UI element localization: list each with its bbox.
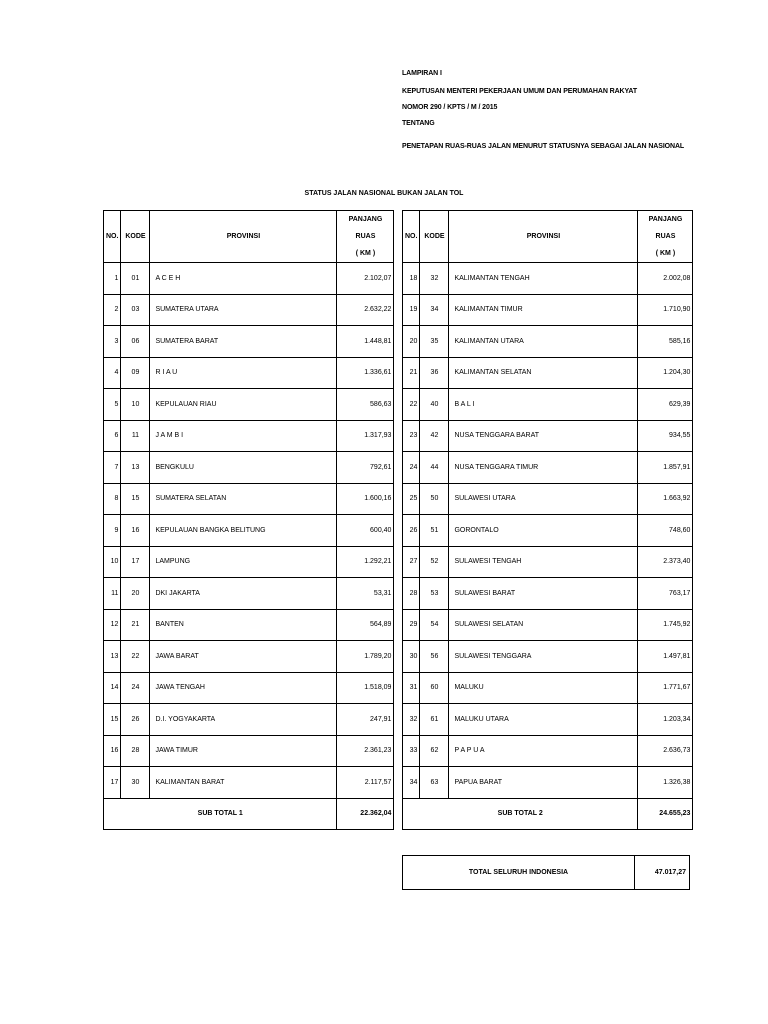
table-row — [403, 704, 693, 736]
row-provinsi: KEPULAUAN BANGKA BELITUNG — [150, 515, 337, 547]
table-row — [104, 641, 394, 673]
col-header-panjang-line2: RUAS — [655, 233, 676, 240]
subtotal-value: 22.362,04 — [337, 798, 394, 830]
row-panjang: 1.326,38 — [638, 767, 693, 799]
row-provinsi: BENGKULU — [150, 452, 337, 484]
table-row — [403, 483, 693, 515]
grand-total-label: TOTAL SELURUH INDONESIA — [403, 856, 635, 890]
row-panjang: 1.745,92 — [638, 609, 693, 641]
row-panjang: 53,31 — [337, 578, 394, 610]
row-number: 3 — [104, 326, 121, 358]
row-provinsi: MALUKU — [449, 672, 638, 704]
row-provinsi: JAWA TENGAH — [150, 672, 337, 704]
row-provinsi: JAWA BARAT — [150, 641, 337, 673]
row-number: 15 — [104, 704, 121, 736]
table-row — [104, 389, 394, 421]
col-header-panjang — [337, 211, 394, 263]
table-row — [403, 767, 693, 799]
row-provinsi: NUSA TENGGARA BARAT — [449, 420, 638, 452]
col-header-no: NO. — [403, 211, 420, 263]
row-number: 20 — [403, 326, 420, 358]
row-kode: 28 — [121, 735, 150, 767]
row-provinsi: LAMPUNG — [150, 546, 337, 578]
col-header-panjang-line2: RUAS — [355, 233, 376, 240]
row-kode: 13 — [121, 452, 150, 484]
table-row — [104, 326, 394, 358]
row-kode: 22 — [121, 641, 150, 673]
row-number: 17 — [104, 767, 121, 799]
row-panjang: 564,89 — [337, 609, 394, 641]
row-kode: 11 — [121, 420, 150, 452]
row-number: 26 — [403, 515, 420, 547]
col-header-panjang-line1: PANJANG — [348, 216, 383, 223]
row-number: 30 — [403, 641, 420, 673]
table-header-row — [403, 211, 693, 263]
row-provinsi: PAPUA BARAT — [449, 767, 638, 799]
row-panjang: 763,17 — [638, 578, 693, 610]
row-provinsi: A C E H — [150, 263, 337, 295]
row-kode: 54 — [420, 609, 449, 641]
table-row — [104, 263, 394, 295]
table-row — [104, 452, 394, 484]
table-row — [403, 641, 693, 673]
header-penetapan: PENETAPAN RUAS-RUAS JALAN MENURUT STATUSNYA SEBAGAI JALAN NASIONAL — [402, 143, 685, 150]
col-header-provinsi: PROVINSI — [449, 211, 638, 263]
row-panjang: 2.636,73 — [638, 735, 693, 767]
subtotal-label: SUB TOTAL 1 — [104, 798, 337, 830]
table-header-row — [104, 211, 394, 263]
row-number: 25 — [403, 483, 420, 515]
row-number: 2 — [104, 294, 121, 326]
row-kode: 60 — [420, 672, 449, 704]
row-kode: 24 — [121, 672, 150, 704]
row-kode: 61 — [420, 704, 449, 736]
row-provinsi: BANTEN — [150, 609, 337, 641]
header-lampiran: LAMPIRAN I — [402, 70, 442, 77]
table-title: STATUS JALAN NASIONAL BUKAN JALAN TOL — [304, 190, 464, 197]
row-panjang: 1.857,91 — [638, 452, 693, 484]
row-kode: 53 — [420, 578, 449, 610]
row-number: 14 — [104, 672, 121, 704]
row-provinsi: SULAWESI BARAT — [449, 578, 638, 610]
row-number: 4 — [104, 357, 121, 389]
row-provinsi: R I A U — [150, 357, 337, 389]
left-province-table — [103, 210, 394, 830]
table-row — [104, 420, 394, 452]
row-provinsi: SULAWESI TENGAH — [449, 546, 638, 578]
row-panjang: 1.448,81 — [337, 326, 394, 358]
header-keputusan: KEPUTUSAN MENTERI PEKERJAAN UMUM DAN PERUMAHAN RAKYAT — [402, 88, 638, 95]
table-row — [403, 263, 693, 295]
row-provinsi: MALUKU UTARA — [449, 704, 638, 736]
row-panjang: 1.497,81 — [638, 641, 693, 673]
row-number: 19 — [403, 294, 420, 326]
row-number: 21 — [403, 357, 420, 389]
col-header-panjang-line3: ( KM ) — [355, 250, 376, 257]
subtotal-row — [403, 798, 693, 830]
row-number: 28 — [403, 578, 420, 610]
row-number: 27 — [403, 546, 420, 578]
row-kode: 30 — [121, 767, 150, 799]
row-panjang: 629,39 — [638, 389, 693, 421]
right-province-table — [402, 210, 693, 830]
row-kode: 26 — [121, 704, 150, 736]
table-row — [403, 672, 693, 704]
row-kode: 10 — [121, 389, 150, 421]
row-kode: 34 — [420, 294, 449, 326]
row-number: 29 — [403, 609, 420, 641]
row-number: 1 — [104, 263, 121, 295]
row-kode: 16 — [121, 515, 150, 547]
grand-total-value: 47.017,27 — [635, 856, 690, 890]
row-kode: 56 — [420, 641, 449, 673]
row-kode: 44 — [420, 452, 449, 484]
table-row — [104, 767, 394, 799]
row-number: 8 — [104, 483, 121, 515]
grand-total-row — [403, 856, 690, 890]
row-number: 22 — [403, 389, 420, 421]
row-provinsi: KALIMANTAN TIMUR — [449, 294, 638, 326]
table-row — [104, 672, 394, 704]
table-row — [403, 515, 693, 547]
row-provinsi: P A P U A — [449, 735, 638, 767]
row-number: 6 — [104, 420, 121, 452]
row-kode: 62 — [420, 735, 449, 767]
row-number: 12 — [104, 609, 121, 641]
row-number: 10 — [104, 546, 121, 578]
row-panjang: 2.102,07 — [337, 263, 394, 295]
row-panjang: 792,61 — [337, 452, 394, 484]
subtotal-row — [104, 798, 394, 830]
row-provinsi: KALIMANTAN BARAT — [150, 767, 337, 799]
row-panjang: 2.632,22 — [337, 294, 394, 326]
row-number: 13 — [104, 641, 121, 673]
table-row — [403, 420, 693, 452]
row-provinsi: SUMATERA UTARA — [150, 294, 337, 326]
table-row — [403, 389, 693, 421]
subtotal-value: 24.655,23 — [638, 798, 693, 830]
row-kode: 01 — [121, 263, 150, 295]
row-number: 33 — [403, 735, 420, 767]
col-header-panjang-line1: PANJANG — [648, 216, 683, 223]
table-row — [403, 326, 693, 358]
table-row — [403, 735, 693, 767]
row-provinsi: SUMATERA SELATAN — [150, 483, 337, 515]
row-panjang: 585,16 — [638, 326, 693, 358]
header-tentang: TENTANG — [402, 120, 435, 127]
row-kode: 52 — [420, 546, 449, 578]
row-kode: 17 — [121, 546, 150, 578]
row-provinsi: NUSA TENGGARA TIMUR — [449, 452, 638, 484]
col-header-panjang-line3: ( KM ) — [655, 250, 676, 257]
row-number: 23 — [403, 420, 420, 452]
col-header-panjang — [638, 211, 693, 263]
row-panjang: 247,91 — [337, 704, 394, 736]
table-row — [104, 609, 394, 641]
table-row — [403, 546, 693, 578]
table-row — [104, 546, 394, 578]
row-panjang: 1.204,30 — [638, 357, 693, 389]
row-number: 18 — [403, 263, 420, 295]
row-number: 7 — [104, 452, 121, 484]
row-kode: 42 — [420, 420, 449, 452]
row-provinsi: SULAWESI UTARA — [449, 483, 638, 515]
col-header-no: NO. — [104, 211, 121, 263]
row-provinsi: KALIMANTAN TENGAH — [449, 263, 638, 295]
row-provinsi: DKI JAKARTA — [150, 578, 337, 610]
row-kode: 09 — [121, 357, 150, 389]
row-panjang: 2.117,57 — [337, 767, 394, 799]
row-kode: 50 — [420, 483, 449, 515]
row-provinsi: KALIMANTAN UTARA — [449, 326, 638, 358]
row-panjang: 748,60 — [638, 515, 693, 547]
table-row — [104, 483, 394, 515]
row-kode: 20 — [121, 578, 150, 610]
row-panjang: 1.518,09 — [337, 672, 394, 704]
row-number: 31 — [403, 672, 420, 704]
row-provinsi: SULAWESI TENGGARA — [449, 641, 638, 673]
row-provinsi: SUMATERA BARAT — [150, 326, 337, 358]
row-panjang: 1.663,92 — [638, 483, 693, 515]
row-number: 24 — [403, 452, 420, 484]
row-number: 16 — [104, 735, 121, 767]
row-panjang: 1.292,21 — [337, 546, 394, 578]
row-panjang: 586,63 — [337, 389, 394, 421]
table-row — [104, 357, 394, 389]
row-provinsi: J A M B I — [150, 420, 337, 452]
row-number: 34 — [403, 767, 420, 799]
table-row — [104, 578, 394, 610]
col-header-kode: KODE — [121, 211, 150, 263]
row-number: 11 — [104, 578, 121, 610]
col-header-kode: KODE — [420, 211, 449, 263]
grand-total-table — [402, 855, 690, 890]
row-number: 32 — [403, 704, 420, 736]
col-header-provinsi: PROVINSI — [150, 211, 337, 263]
table-row — [403, 578, 693, 610]
row-provinsi: KEPULAUAN RIAU — [150, 389, 337, 421]
row-kode: 06 — [121, 326, 150, 358]
row-number: 9 — [104, 515, 121, 547]
table-row — [403, 357, 693, 389]
row-provinsi: B A L I — [449, 389, 638, 421]
row-kode: 36 — [420, 357, 449, 389]
row-panjang: 934,55 — [638, 420, 693, 452]
row-provinsi: SULAWESI SELATAN — [449, 609, 638, 641]
row-provinsi: JAWA TIMUR — [150, 735, 337, 767]
row-panjang: 1.600,16 — [337, 483, 394, 515]
row-kode: 15 — [121, 483, 150, 515]
row-panjang: 1.336,61 — [337, 357, 394, 389]
row-panjang: 1.771,67 — [638, 672, 693, 704]
row-kode: 63 — [420, 767, 449, 799]
row-number: 5 — [104, 389, 121, 421]
row-provinsi: GORONTALO — [449, 515, 638, 547]
row-provinsi: KALIMANTAN SELATAN — [449, 357, 638, 389]
row-panjang: 1.710,90 — [638, 294, 693, 326]
table-row — [403, 452, 693, 484]
row-panjang: 1.203,34 — [638, 704, 693, 736]
header-nomor: NOMOR 290 / KPTS / M / 2015 — [402, 104, 498, 111]
row-provinsi: D.I. YOGYAKARTA — [150, 704, 337, 736]
row-kode: 21 — [121, 609, 150, 641]
table-row — [104, 515, 394, 547]
table-row — [104, 704, 394, 736]
row-kode: 40 — [420, 389, 449, 421]
row-panjang: 1.317,93 — [337, 420, 394, 452]
row-kode: 51 — [420, 515, 449, 547]
row-panjang: 600,40 — [337, 515, 394, 547]
row-panjang: 2.361,23 — [337, 735, 394, 767]
subtotal-label: SUB TOTAL 2 — [403, 798, 638, 830]
row-panjang: 2.373,40 — [638, 546, 693, 578]
row-kode: 32 — [420, 263, 449, 295]
table-row — [403, 609, 693, 641]
table-row — [403, 294, 693, 326]
row-panjang: 2.002,08 — [638, 263, 693, 295]
table-row — [104, 735, 394, 767]
row-kode: 03 — [121, 294, 150, 326]
table-row — [104, 294, 394, 326]
row-panjang: 1.789,20 — [337, 641, 394, 673]
row-kode: 35 — [420, 326, 449, 358]
